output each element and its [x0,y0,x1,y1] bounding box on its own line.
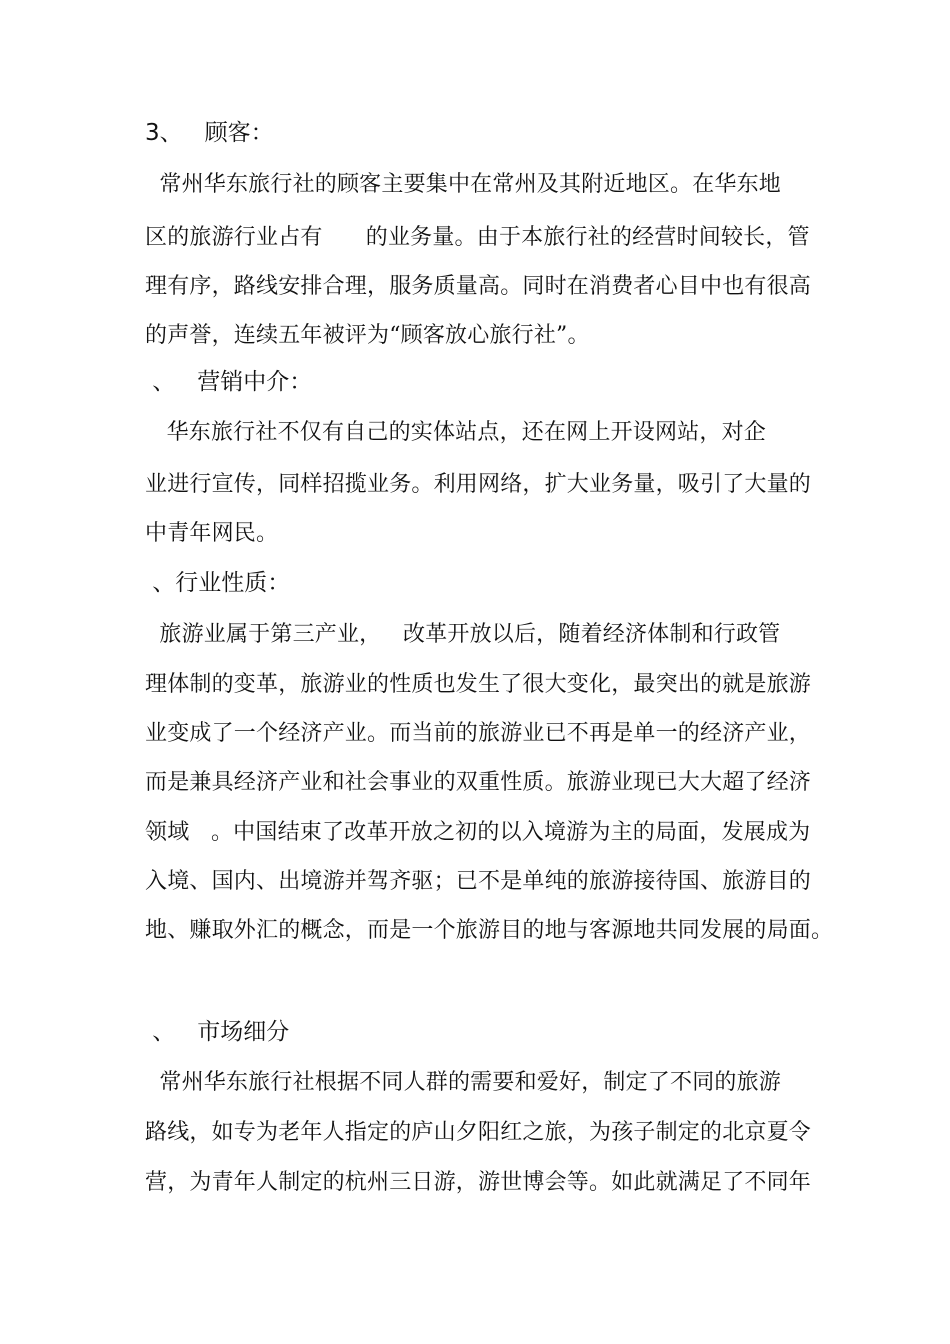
paragraph-line: 理有序，路线安排合理，服务质量高。同时在消费者心目中也有很高 [145,274,812,299]
paragraph-line: 常州华东旅行社的顾客主要集中在常州及其附近地区。在华东地 [145,172,781,197]
paragraph-line: 路线，如专为老年人指定的庐山夕阳红之旅，为孩子制定的北京夏令 [145,1120,812,1145]
paragraph-line: 业变成了一个经济产业。而当前的旅游业已不再是单一的经济产业， [145,721,812,746]
paragraph-line: 的声誉，连续五年被评为“顾客放心旅行社”。 [145,323,590,348]
paragraph-line: 地、赚取外汇的概念，而是一个旅游目的地与客源地共同发展的局面。 [145,918,834,943]
paragraph-line: 业进行宣传，同样招揽业务。利用网络，扩大业务量，吸引了大量的 [145,472,812,497]
section-heading-customers: 3、 顾客： [145,120,274,146]
paragraph-line: 旅游业属于第三产业， 改革开放以后，随着经济体制和行政管 [145,622,781,647]
paragraph-line: 领域 。中国结束了改革开放之初的以入境游为主的局面，发展成为 [145,820,811,845]
paragraph-line: 华东旅行社不仅有自己的实体站点，还在网上开设网站，对企 [145,420,766,445]
paragraph-line: 常州华东旅行社根据不同人群的需要和爱好，制定了不同的旅游 [145,1070,781,1095]
paragraph-line: 营，为青年人制定的杭州三日游，游世博会等。如此就满足了不同年 [145,1170,812,1195]
section-heading-industry-nature: 、行业性质： [145,570,291,596]
paragraph-line: 而是兼具经济产业和社会事业的双重性质。旅游业现已大大超了经济 [145,770,812,795]
paragraph-line: 区的旅游行业占有 的业务量。由于本旅行社的经营时间较长，管 [145,225,810,250]
paragraph-line: 理体制的变革，旅游业的性质也发生了很大变化，最突出的就是旅游 [145,672,812,697]
section-heading-marketing-intermediary: 、 营销中介： [145,369,313,395]
section-heading-market-segmentation: 、 市场细分 [145,1019,290,1045]
paragraph-line: 中青年网民。 [145,521,279,546]
paragraph-line: 入境、国内、出境游并驾齐驱；已不是单纯的旅游接待国、旅游目的 [145,869,812,894]
